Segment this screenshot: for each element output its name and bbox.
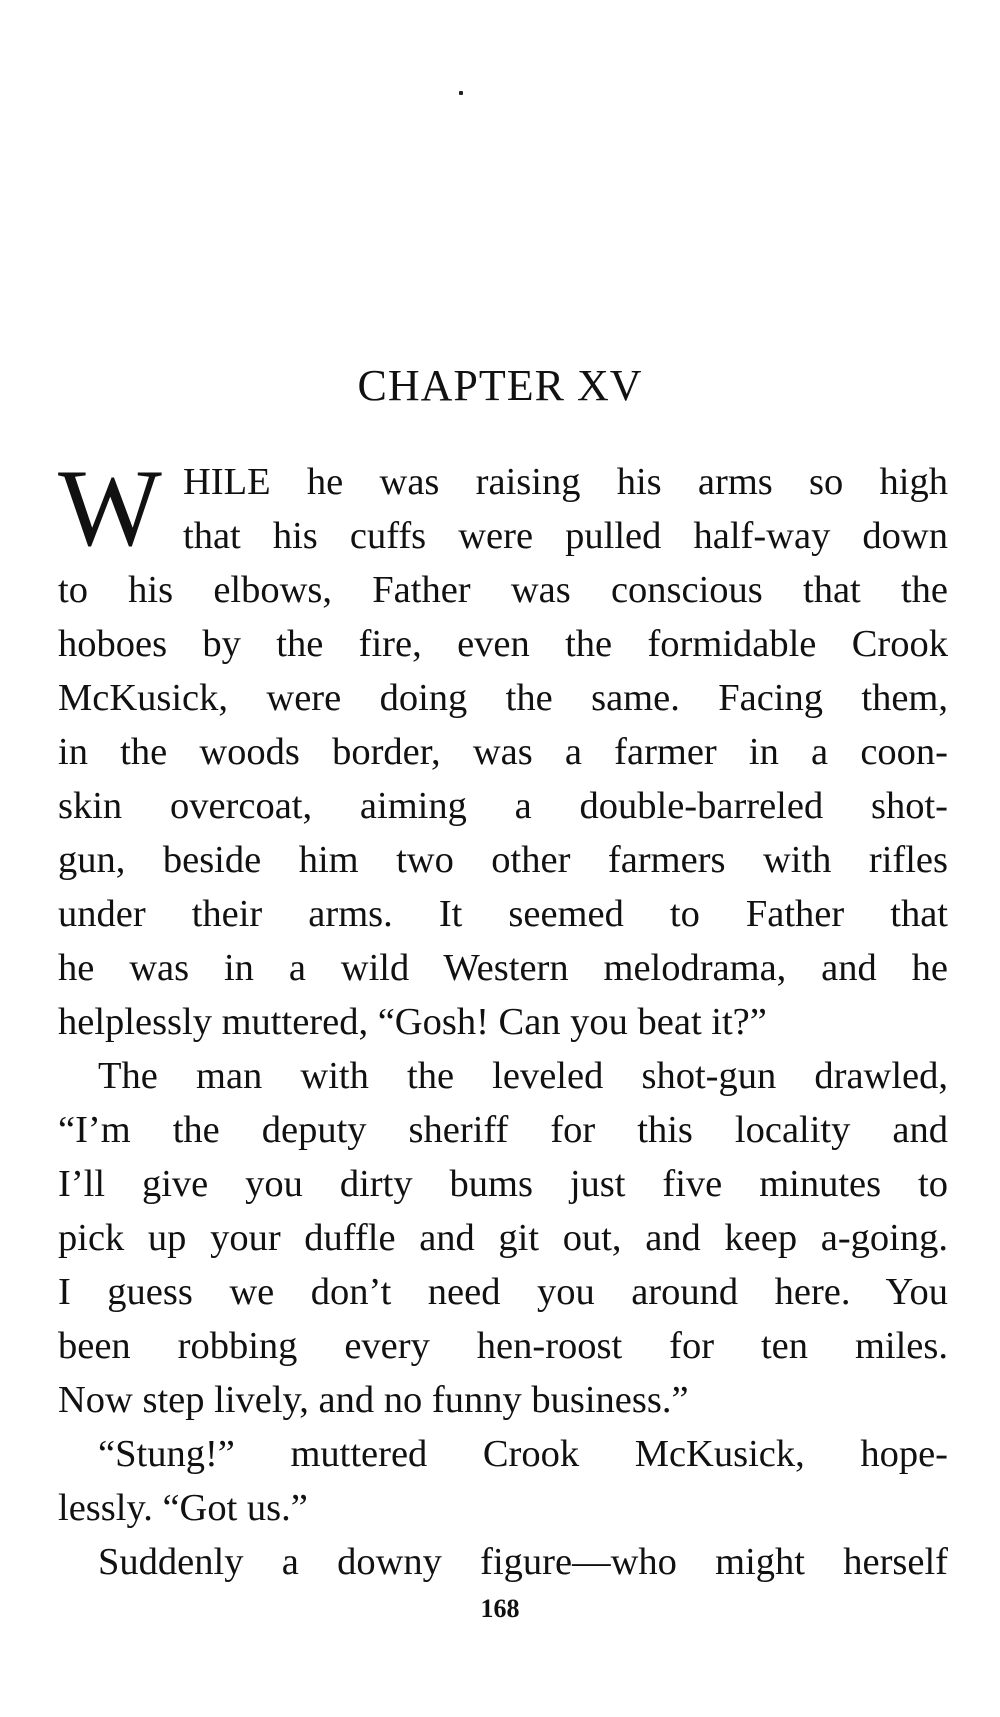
text-line: he was in a wild Western melodrama, and he xyxy=(58,947,948,989)
text-line: I guess we don’t need you around here. You xyxy=(58,1271,948,1313)
text-line: helplessly muttered, “Gosh! Can you beat it?” xyxy=(58,1001,767,1043)
text-line: HILE he was raising his arms so high xyxy=(183,461,948,503)
text-line: hoboes by the fire, even the formidable Crook xyxy=(58,623,948,665)
body-text xyxy=(58,447,948,1589)
text-line: The man with the leveled shot-gun drawled, xyxy=(98,1055,948,1097)
chapter-title: CHAPTER XV xyxy=(357,361,643,410)
text-line: in the woods border, was a farmer in a coon- xyxy=(58,731,948,773)
text-line: gun, beside him two other farmers with rifles xyxy=(58,839,948,881)
text-line: under their arms. It seemed to Father that xyxy=(58,893,948,935)
text-line: Suddenly a downy figure—who might herself xyxy=(98,1541,948,1583)
text-line: “Stung!” muttered Crook McKusick, hope- xyxy=(98,1433,948,1475)
text-line: pick up your duffle and git out, and keep a-going. xyxy=(58,1217,948,1259)
text-lines xyxy=(58,447,948,1589)
text-line: been robbing every hen-roost for ten miles. xyxy=(58,1325,948,1367)
text-line: that his cuffs were pulled half-way down xyxy=(183,515,948,557)
text-line: McKusick, were doing the same. Facing them, xyxy=(58,677,948,719)
page-number: 168 xyxy=(480,1594,520,1623)
text-line: I’ll give you dirty bums just five minutes to xyxy=(58,1163,948,1205)
text-line: lessly. “Got us.” xyxy=(58,1487,308,1529)
text-line: skin overcoat, aiming a double-barreled shot- xyxy=(58,785,948,827)
text-line: “I’m the deputy sheriff for this locality and xyxy=(58,1109,948,1151)
text-line: Now step lively, and no funny business.” xyxy=(58,1379,689,1421)
print-speck xyxy=(459,91,463,95)
drop-cap: W xyxy=(58,447,162,569)
text-line: to his elbows, Father was conscious that the xyxy=(58,569,948,611)
